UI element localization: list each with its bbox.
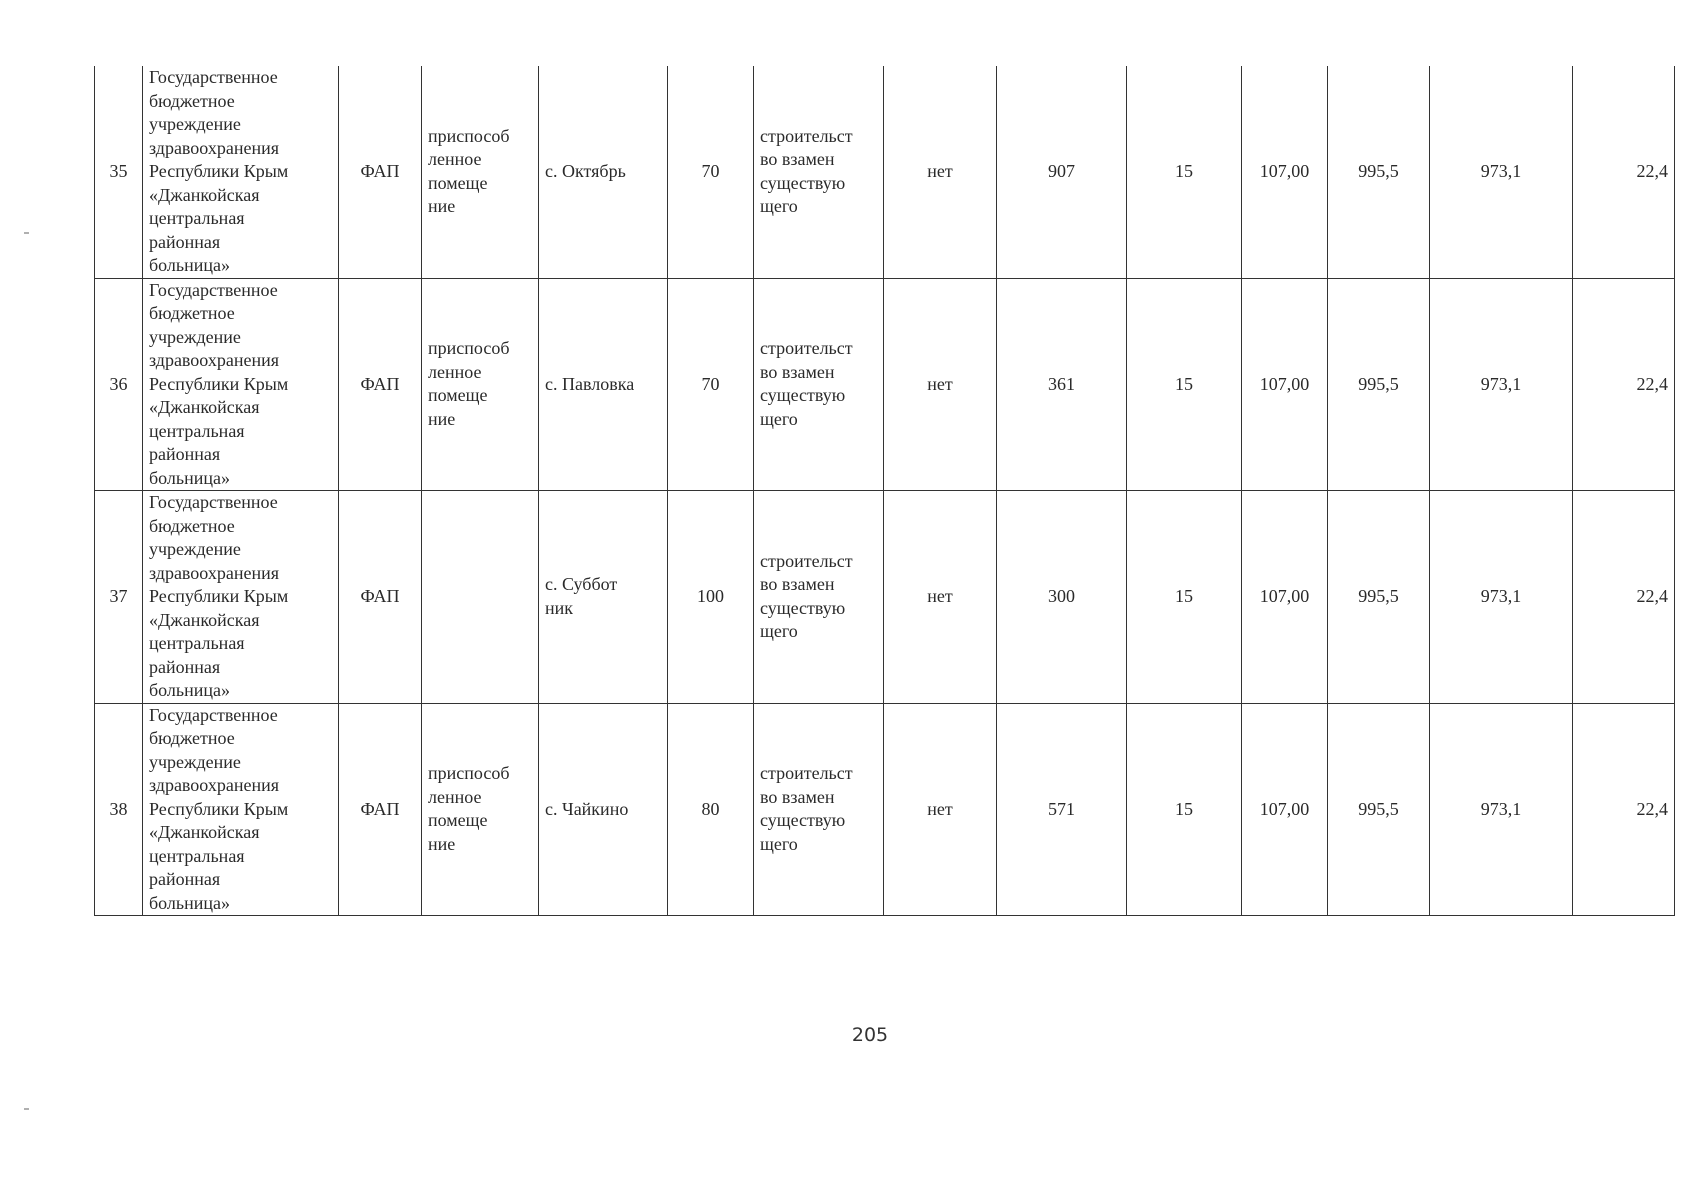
organization-cell: Государственное бюджетное учреждение здравоохранения Республики Крым «Джанкойская центральная районная больница» bbox=[143, 703, 339, 916]
work-type-cell: строительст во взамен существую щего bbox=[754, 703, 884, 916]
work-type-cell: строительст во взамен существую щего bbox=[754, 66, 884, 278]
table-row bbox=[95, 66, 1675, 278]
capacity-cell: 70 bbox=[668, 66, 754, 278]
organization-cell: Государственное бюджетное учреждение здравоохранения Республики Крым «Джанкойская центральная районная больница» bbox=[143, 66, 339, 278]
page-number: 205 bbox=[851, 1024, 889, 1046]
table-row bbox=[95, 703, 1675, 916]
organization-cell: Государственное бюджетное учреждение здравоохранения Республики Крым «Джанкойская центральная районная больница» bbox=[143, 491, 339, 704]
scan-artifact bbox=[24, 1108, 29, 1110]
value-cell: 15 bbox=[1127, 66, 1242, 278]
value-cell: 973,1 bbox=[1430, 491, 1573, 704]
value-cell: 107,00 bbox=[1242, 491, 1328, 704]
facility-type-cell: ФАП bbox=[339, 491, 422, 704]
value-cell: 995,5 bbox=[1328, 491, 1430, 704]
value-cell: 22,4 bbox=[1573, 66, 1675, 278]
organization-cell: Государственное бюджетное учреждение здравоохранения Республики Крым «Джанкойская центральная районная больница» bbox=[143, 278, 339, 491]
row-number-cell: 35 bbox=[95, 66, 143, 278]
flag-cell: нет bbox=[884, 703, 997, 916]
capacity-cell: 70 bbox=[668, 278, 754, 491]
work-type-cell: строительст во взамен существую щего bbox=[754, 278, 884, 491]
flag-cell: нет bbox=[884, 66, 997, 278]
capacity-cell: 80 bbox=[668, 703, 754, 916]
value-cell: 571 bbox=[997, 703, 1127, 916]
value-cell: 22,4 bbox=[1573, 703, 1675, 916]
locality-cell: с. Павловка bbox=[539, 278, 668, 491]
value-cell: 22,4 bbox=[1573, 491, 1675, 704]
value-cell: 907 bbox=[997, 66, 1127, 278]
locality-cell: с. Суббот ник bbox=[539, 491, 668, 704]
value-cell: 995,5 bbox=[1328, 66, 1430, 278]
locality-cell: с. Октябрь bbox=[539, 66, 668, 278]
locality-cell: с. Чайкино bbox=[539, 703, 668, 916]
value-cell: 107,00 bbox=[1242, 66, 1328, 278]
value-cell: 995,5 bbox=[1328, 278, 1430, 491]
premises-cell bbox=[422, 491, 539, 704]
value-cell: 995,5 bbox=[1328, 703, 1430, 916]
value-cell: 300 bbox=[997, 491, 1127, 704]
premises-cell: приспособ ленное помеще ние bbox=[422, 66, 539, 278]
facilities-table bbox=[94, 66, 1675, 916]
premises-cell: приспособ ленное помеще ние bbox=[422, 703, 539, 916]
premises-cell: приспособ ленное помеще ние bbox=[422, 278, 539, 491]
facility-type-cell: ФАП bbox=[339, 278, 422, 491]
flag-cell: нет bbox=[884, 491, 997, 704]
value-cell: 973,1 bbox=[1430, 278, 1573, 491]
flag-cell: нет bbox=[884, 278, 997, 491]
row-number-cell: 37 bbox=[95, 491, 143, 704]
table-row bbox=[95, 491, 1675, 704]
value-cell: 15 bbox=[1127, 491, 1242, 704]
value-cell: 973,1 bbox=[1430, 703, 1573, 916]
value-cell: 15 bbox=[1127, 703, 1242, 916]
value-cell: 22,4 bbox=[1573, 278, 1675, 491]
facility-type-cell: ФАП bbox=[339, 66, 422, 278]
scan-artifact bbox=[24, 232, 29, 234]
value-cell: 361 bbox=[997, 278, 1127, 491]
value-cell: 15 bbox=[1127, 278, 1242, 491]
row-number-cell: 36 bbox=[95, 278, 143, 491]
facility-type-cell: ФАП bbox=[339, 703, 422, 916]
value-cell: 107,00 bbox=[1242, 278, 1328, 491]
table-row bbox=[95, 278, 1675, 491]
value-cell: 973,1 bbox=[1430, 66, 1573, 278]
row-number-cell: 38 bbox=[95, 703, 143, 916]
value-cell: 107,00 bbox=[1242, 703, 1328, 916]
work-type-cell: строительст во взамен существую щего bbox=[754, 491, 884, 704]
capacity-cell: 100 bbox=[668, 491, 754, 704]
